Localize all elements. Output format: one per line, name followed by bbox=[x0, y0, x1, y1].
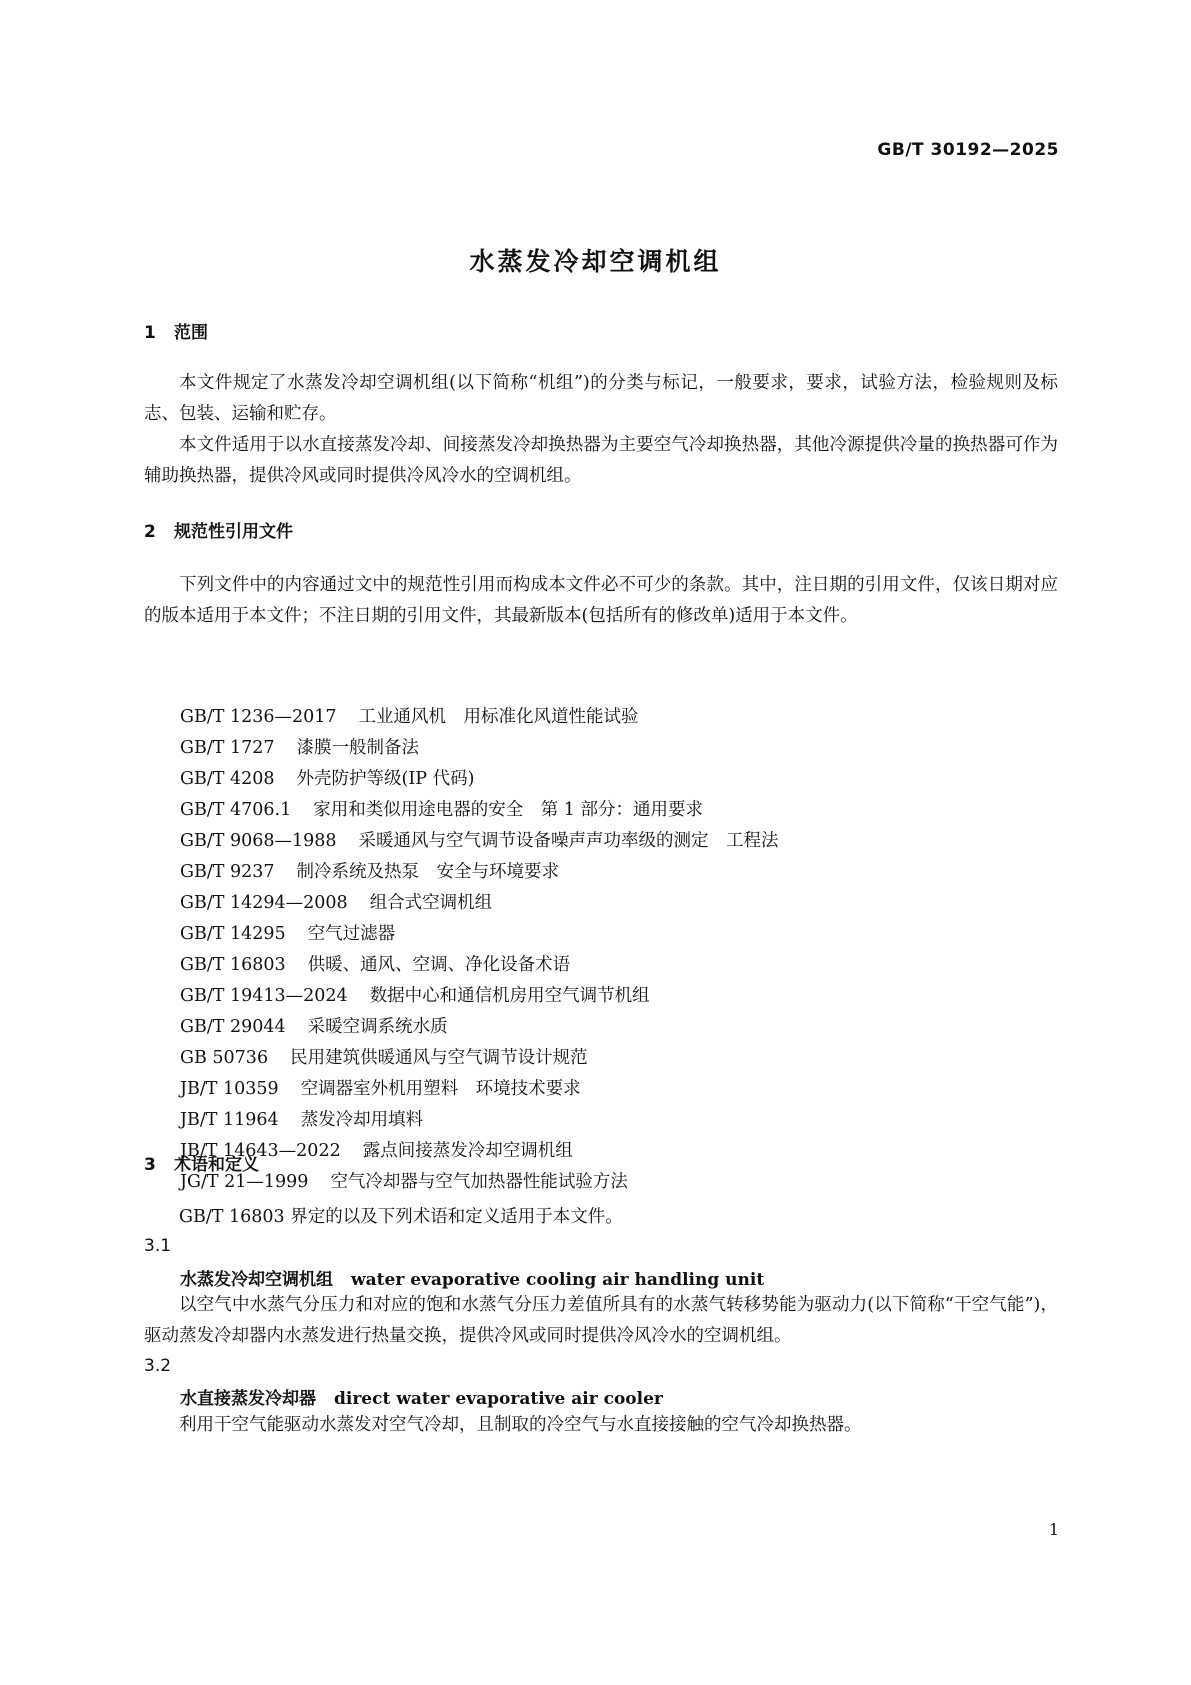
standard-code: GB/T 30192—2025 bbox=[877, 140, 1059, 160]
reference-code: JG/T 21—1999 bbox=[180, 1172, 309, 1192]
term-name-zh: 水蒸发冷却空调机组 bbox=[180, 1270, 333, 1290]
reference-title: 家用和类似用途电器的安全 第 1 部分：通用要求 bbox=[313, 800, 703, 820]
reference-code: JB/T 10359 bbox=[180, 1079, 279, 1099]
scope-paragraph-1: 本文件规定了水蒸发冷却空调机组(以下简称“机组”)的分类与标记，一般要求，要求，试验方法，检验规则及标志、包装、运输和贮存。 bbox=[144, 373, 1058, 424]
section-number: 2 bbox=[144, 522, 156, 542]
reference-title: 采暖通风与空气调节设备噪声声功率级的测定 工程法 bbox=[358, 831, 779, 851]
section-title: 术语和定义 bbox=[174, 1155, 259, 1175]
reference-item bbox=[180, 919, 779, 950]
reference-code: GB/T 29044 bbox=[180, 1017, 286, 1037]
reference-code: GB/T 14294—2008 bbox=[180, 893, 348, 913]
terms-intro: GB/T 16803 界定的以及下列术语和定义适用于本文件。 bbox=[179, 1207, 623, 1227]
reference-item bbox=[180, 764, 779, 795]
reference-code: GB/T 14295 bbox=[180, 924, 286, 944]
reference-code: JB/T 14643—2022 bbox=[180, 1141, 341, 1161]
reference-code: GB/T 1727 bbox=[180, 738, 275, 758]
reference-code: GB/T 1236—2017 bbox=[180, 707, 337, 727]
reference-item bbox=[180, 857, 779, 888]
section-2-heading bbox=[144, 517, 293, 542]
reference-code: GB/T 9237 bbox=[180, 862, 275, 882]
reference-title: 外壳防护等级(IP 代码) bbox=[296, 769, 475, 789]
reference-title: 漆膜一般制备法 bbox=[296, 738, 420, 758]
reference-code: GB 50736 bbox=[180, 1048, 269, 1068]
reference-title: 组合式空调机组 bbox=[369, 893, 493, 913]
section-1-heading bbox=[144, 318, 208, 343]
reference-item bbox=[180, 950, 779, 981]
reference-item bbox=[180, 733, 779, 764]
reference-title: 制冷系统及热泵 安全与环境要求 bbox=[296, 862, 560, 882]
reference-title: 供暖、通风、空调、净化设备术语 bbox=[307, 955, 571, 975]
scope-paragraph-2: 本文件适用于以水直接蒸发冷却、间接蒸发冷却换热器为主要空气冷却换热器，其他冷源提供冷量的换热器可作为辅助换热器，提供冷风或同时提供冷风冷水的空调机组。 bbox=[144, 435, 1058, 486]
reference-title: 空调器室外机用塑料 环境技术要求 bbox=[300, 1079, 581, 1099]
reference-title: 数据中心和通信机房用空气调节机组 bbox=[369, 986, 650, 1006]
reference-code: GB/T 9068—1988 bbox=[180, 831, 337, 851]
reference-item bbox=[180, 795, 779, 826]
term-name-en: direct water evaporative air cooler bbox=[334, 1389, 663, 1409]
reference-code: GB/T 4208 bbox=[180, 769, 275, 789]
reference-code: JB/T 11964 bbox=[180, 1110, 279, 1130]
term-definition: 以空气中水蒸气分压力和对应的饱和水蒸气分压力差值所具有的水蒸气转移势能为驱动力(以下简称“干空气能”)，驱动蒸发冷却器内水蒸发进行热量交换，提供冷风或同时提供冷风冷水的空调机组。 bbox=[144, 1295, 1058, 1346]
reference-list bbox=[180, 702, 779, 1198]
reference-item bbox=[180, 1043, 779, 1074]
reference-item bbox=[180, 1105, 779, 1136]
section-number: 1 bbox=[144, 323, 156, 343]
reference-code: GB/T 4706.1 bbox=[180, 800, 292, 820]
reference-title: 采暖空调系统水质 bbox=[307, 1017, 448, 1037]
term-number: 3.2 bbox=[144, 1356, 172, 1376]
term-name-zh: 水直接蒸发冷却器 bbox=[180, 1389, 316, 1409]
references-intro: 下列文件中的内容通过文中的规范性引用而构成本文件必不可少的条款。其中，注日期的引用文件，仅该日期对应的版本适用于本文件；不注日期的引用文件，其最新版本(包括所有的修改单)适用于本文件。 bbox=[144, 575, 1058, 626]
section-title: 范围 bbox=[174, 323, 208, 343]
reference-item bbox=[180, 981, 779, 1012]
reference-code: GB/T 16803 bbox=[180, 955, 286, 975]
reference-item bbox=[180, 826, 779, 857]
reference-title: 露点间接蒸发冷却空调机组 bbox=[362, 1141, 573, 1161]
term-name-en: water evaporative cooling air handling unit bbox=[351, 1270, 765, 1290]
reference-title: 空气过滤器 bbox=[307, 924, 396, 944]
reference-item bbox=[180, 1167, 779, 1198]
reference-title: 空气冷却器与空气加热器性能试验方法 bbox=[330, 1172, 628, 1192]
reference-item bbox=[180, 1074, 779, 1105]
document-title: 水蒸发冷却空调机组 bbox=[469, 247, 722, 276]
term-number: 3.1 bbox=[144, 1236, 172, 1256]
term-definition: 利用干空气能驱动水蒸发对空气冷却，且制取的冷空气与水直接接触的空气冷却换热器。 bbox=[179, 1415, 862, 1435]
term-name bbox=[180, 1265, 764, 1290]
section-title: 规范性引用文件 bbox=[174, 522, 293, 542]
reference-item bbox=[180, 888, 779, 919]
term-name bbox=[180, 1384, 663, 1409]
page-number: 1 bbox=[1048, 1520, 1059, 1539]
reference-title: 民用建筑供暖通风与空气调节设计规范 bbox=[290, 1048, 588, 1068]
reference-item bbox=[180, 1136, 779, 1167]
reference-item bbox=[180, 1012, 779, 1043]
reference-title: 蒸发冷却用填料 bbox=[300, 1110, 424, 1130]
section-number: 3 bbox=[144, 1155, 156, 1175]
reference-code: GB/T 19413—2024 bbox=[180, 986, 348, 1006]
reference-item bbox=[180, 702, 779, 733]
reference-title: 工业通风机 用标准化风道性能试验 bbox=[358, 707, 639, 727]
section-3-heading bbox=[144, 1150, 259, 1175]
